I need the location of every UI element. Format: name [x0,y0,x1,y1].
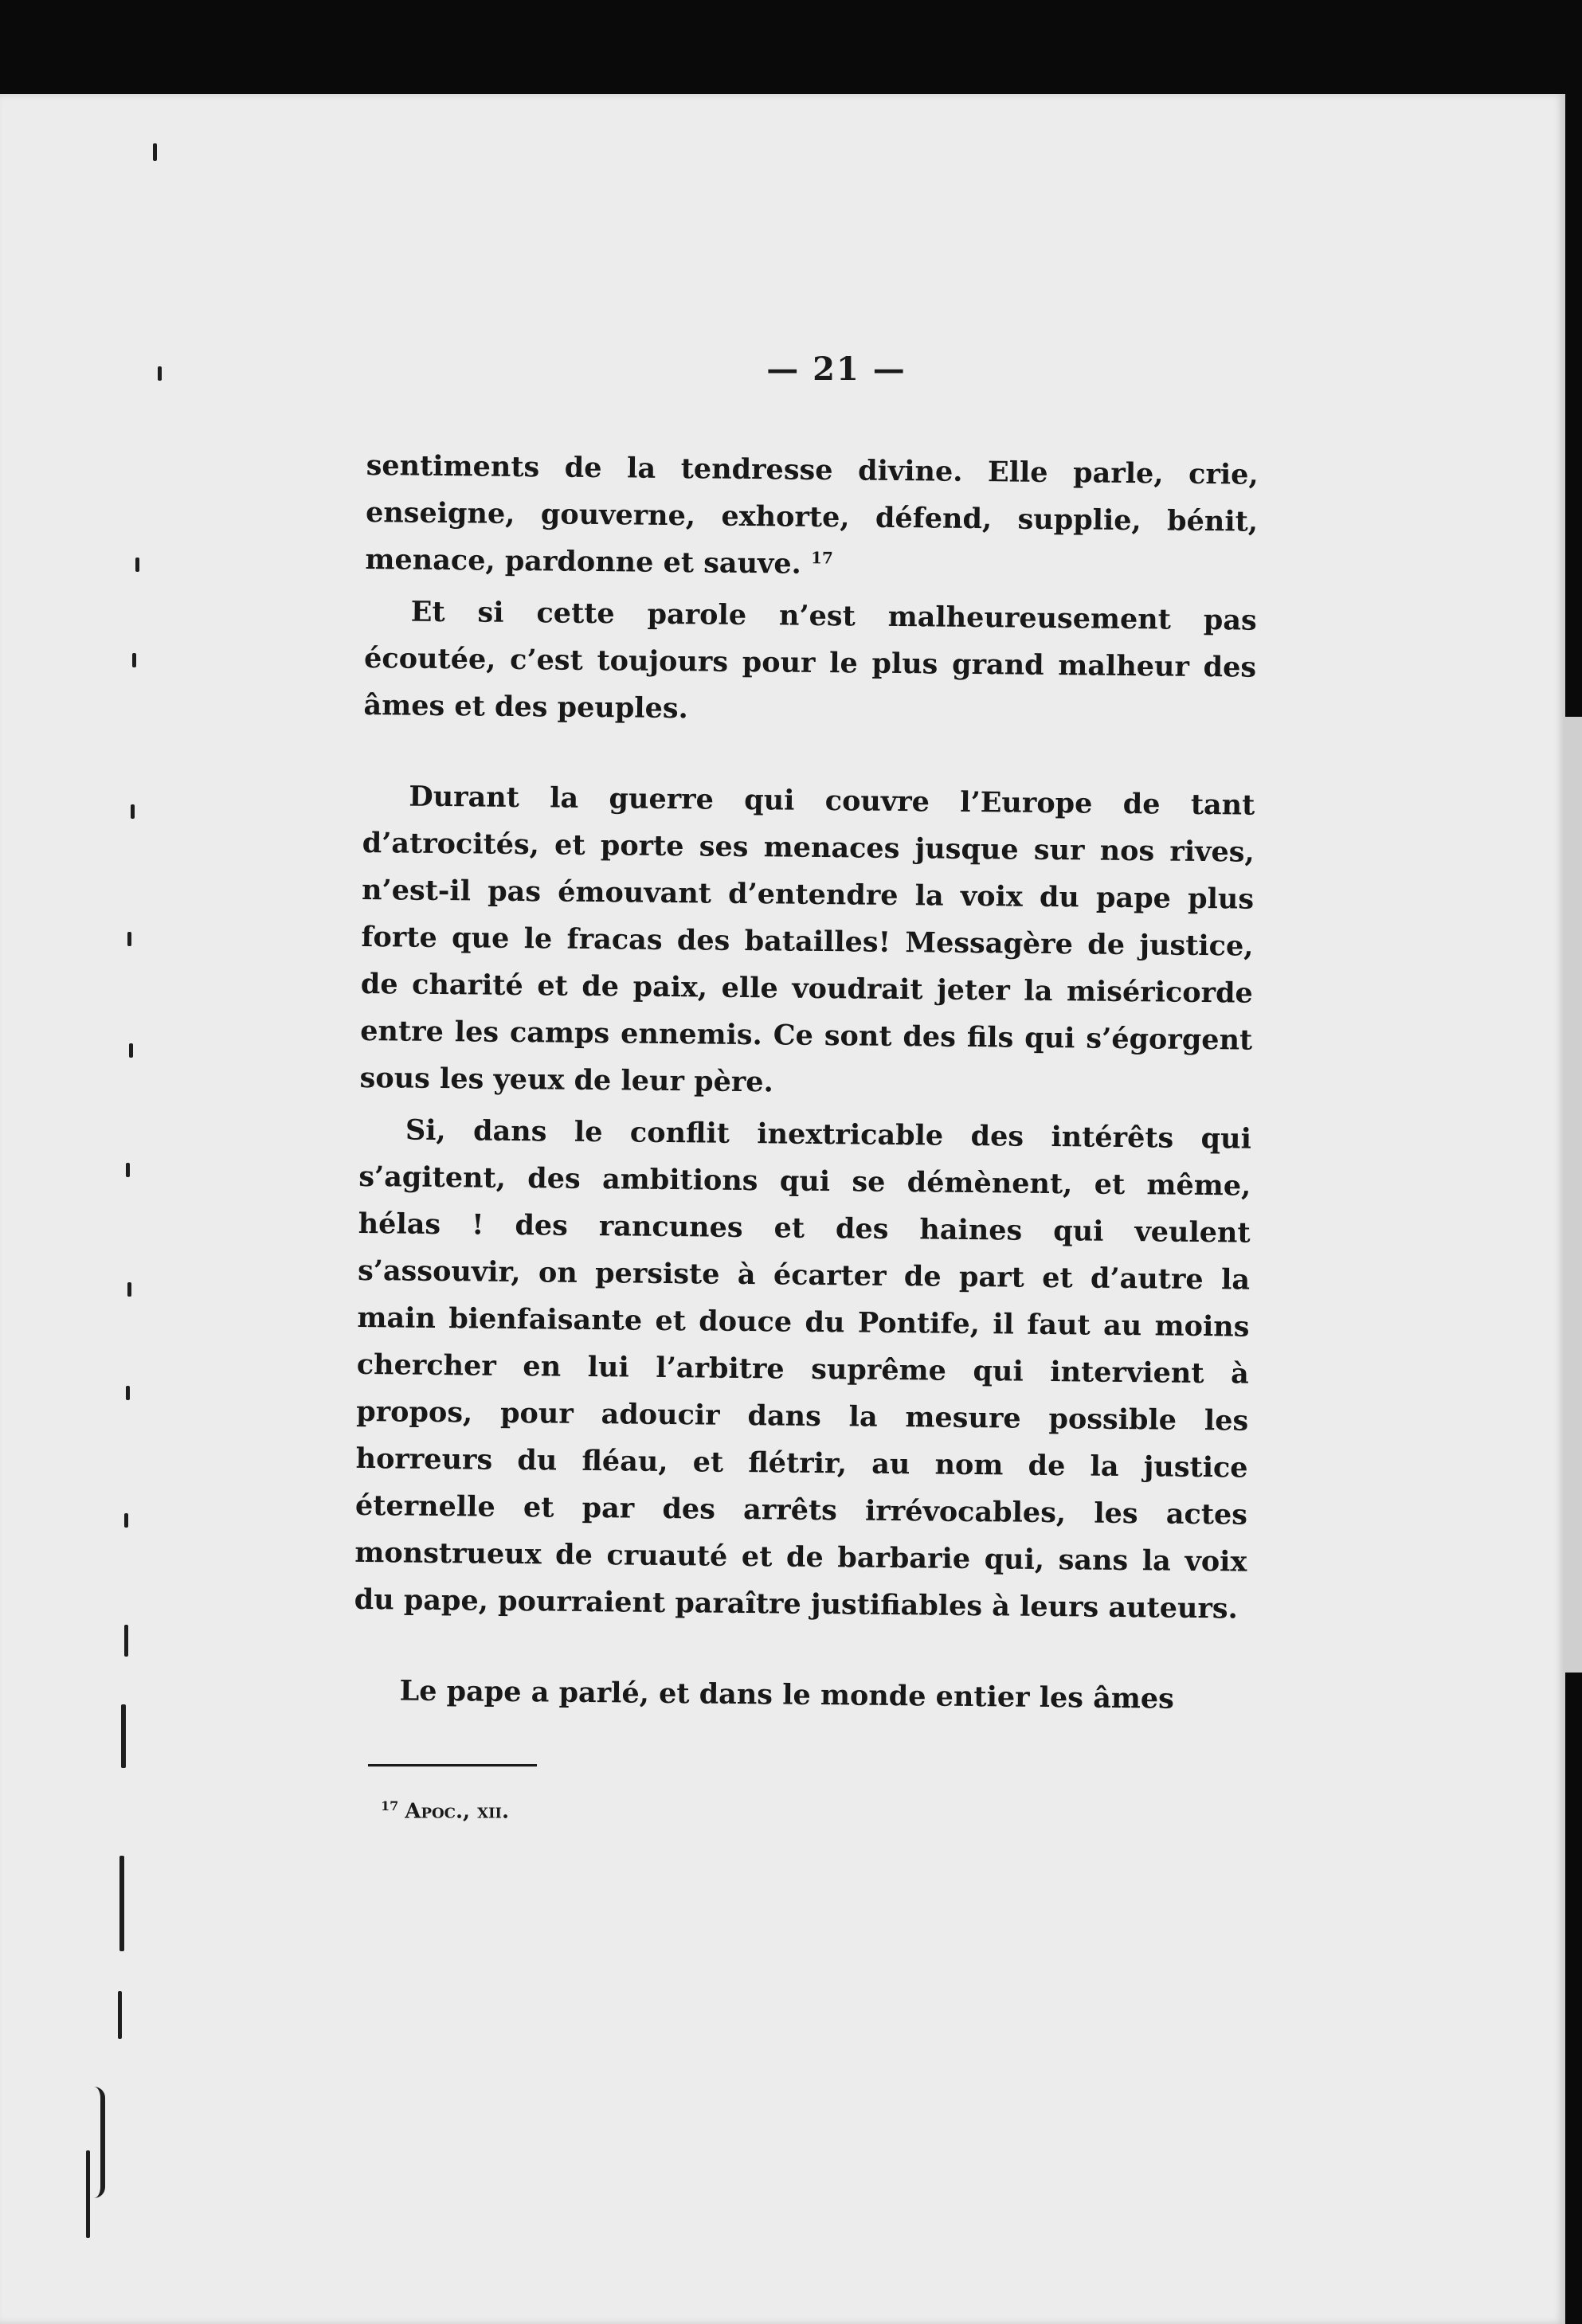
paragraph: Durant la guerre qui couvre l’Europe de tant d’atrocités, et porte ses menaces jusque sur nos rives, n’est-il pas émouvant d’entendre la voix du pape plus forte que le fracas des batailles! Messagère de justice, de charité et de paix, elle voudrait jeter la miséricorde entre les camps ennemis. Ce sont des fils qui s’égorgent sous les yeux de leur père. [359,780,1255,1099]
gutter-speck [132,653,136,667]
paragraph: Le pape a parlé, et dans le monde entier les âmes [399,1674,1175,1716]
next-page-edge [1563,717,1582,1673]
body-text [353,442,1259,1723]
footnote-rule [368,1764,537,1766]
binding-gutter [80,112,127,2222]
footnote-reference: 17 [810,548,834,568]
gutter-speck [153,143,157,161]
gutter-shadow [121,1704,126,1768]
paragraph-text: sentiments de la tendresse divine. Elle parle, crie, enseigne, gouverne, exhorte, défend, supplie, bénit, menace, pardonne et sauve. [365,448,1259,581]
page-number: — 21 — [766,350,907,388]
gutter-speck [131,804,135,819]
gutter-speck [126,1386,130,1400]
gutter-speck [126,1163,130,1177]
gutter-speck [135,558,139,572]
gutter-speck [158,366,162,381]
paragraph: Si, dans le conflit inextricable des intérêts qui s’agitent, des ambitions qui se démènent, et même, hélas ! des rancunes et des haines qui veulent s’assouvir, on persiste à écarter de part et d’autre la main bienfaisante et douce du Pontife, il faut au moins chercher en lui l’arbitre suprême qui intervient à propos, pour adoucir dans la mesure possible les horreurs du fléau, et flétrir, au nom de la justice éternelle et par des arrêts irrévocables, les actes monstrueux de cruauté et de barbarie qui, sans la voix du pape, pourraient paraître justifiables à leurs auteurs. [354,1113,1252,1626]
gutter-speck [124,1625,128,1657]
footnote-text: Apoc., xii. [405,1799,509,1824]
gutter-shadow [86,2150,90,2238]
gutter-speck [127,1282,131,1297]
footnote [381,1798,509,1824]
paragraph: Et si cette parole n’est malheureusement pas écoutée, c’est toujours pour le plus grand malheur des âmes et des peuples. [363,595,1257,726]
gutter-curve [94,2087,105,2198]
gutter-speck [127,932,131,946]
gutter-shadow [118,1991,122,2039]
gutter-speck [129,1043,133,1058]
gutter-speck [124,1513,128,1528]
gutter-shadow [119,1856,124,1951]
footnote-number: 17 [381,1798,399,1813]
paragraph [365,442,1259,593]
